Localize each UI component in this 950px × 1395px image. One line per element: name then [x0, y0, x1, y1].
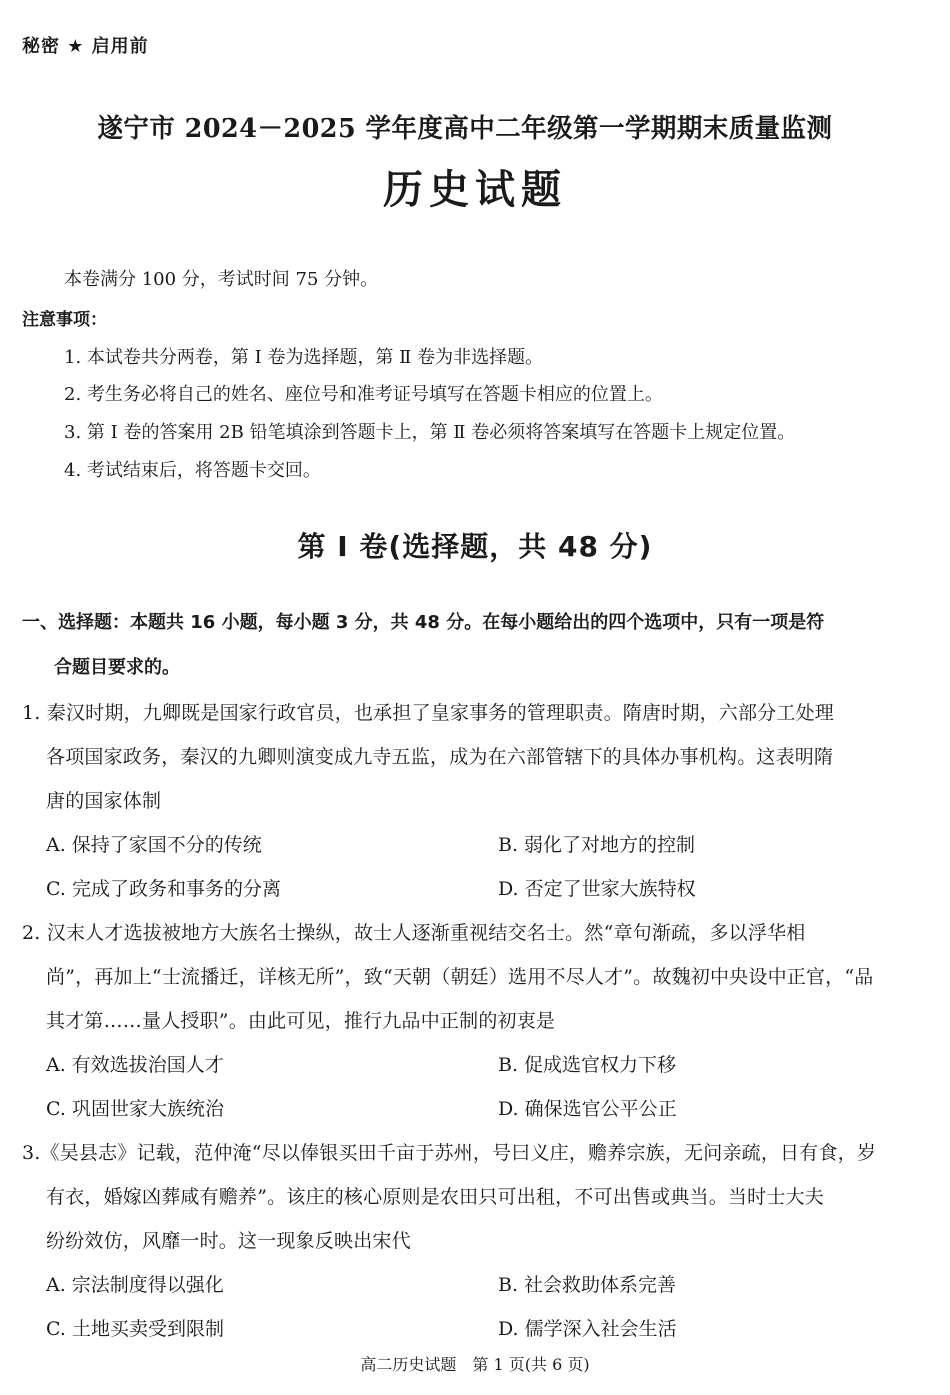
page-footer: 高二历史试题 第 1 页(共 6 页)	[360, 1355, 590, 1374]
question-2-stem-cont: 其才第……量人授职”。由此可见，推行九品中正制的初衷是	[46, 1010, 556, 1032]
question-2-stem-cont: 尚”，再加上“士流播迁，详核无所”，致“天朝（朝廷）选用不尽人才”。故魏初中央设中正官，“品	[46, 966, 874, 988]
question-2-option-d: D. 确保选官公平公正	[498, 1098, 677, 1120]
question-1-stem-cont: 唐的国家体制	[46, 790, 162, 812]
exam-title: 遂宁市 2024－2025 学年度高中二年级第一学期期末质量监测	[97, 114, 833, 144]
question-1-stem-cont: 各项国家政务，秦汉的九卿则演变成九寺五监，成为在六部管辖下的具体办事机构。这表明隋	[46, 746, 834, 768]
secret-mark: 秘密 ★ 启用前	[22, 36, 149, 57]
section-heading: 一、选择题：本题共 16 小题，每小题 3 分，共 48 分。在每小题给出的四个选项中，只有一项是符	[22, 612, 825, 633]
intro-text: 本卷满分 100 分，考试时间 75 分钟。	[64, 269, 379, 290]
question-1-option-d: D. 否定了世家大族特权	[498, 878, 696, 900]
question-1-option-a: A. 保持了家国不分的传统	[46, 834, 262, 856]
question-1-option-c: C. 完成了政务和事务的分离	[46, 878, 281, 900]
question-2-option-c: C. 巩固世家大族统治	[46, 1098, 224, 1120]
notice-item: 2. 考生务必将自己的姓名、座位号和准考证号填写在答题卡相应的位置上。	[64, 384, 663, 405]
notice-item: 3. 第 Ⅰ 卷的答案用 2B 铅笔填涂到答题卡上，第 Ⅱ 卷必须将答案填写在答题卡上规定位置。	[64, 422, 796, 443]
question-3-stem: 3.《吴县志》记载，范仲淹“尽以俸银买田千亩于苏州，号曰义庄，赡养宗族，无问亲疏，日有食，岁	[22, 1142, 877, 1164]
question-2-option-b: B. 促成选官权力下移	[498, 1054, 677, 1076]
notice-item: 4. 考试结束后，将答题卡交回。	[64, 460, 321, 481]
question-1-stem: 1. 秦汉时期，九卿既是国家行政官员，也承担了皇家事务的管理职责。隋唐时期，六部分工处理	[22, 702, 834, 724]
question-3-stem-cont: 有衣，婚嫁凶葬咸有赡养”。该庄的核心原则是农田只可出租，不可出售或典当。当时士大夫	[46, 1186, 824, 1208]
question-1-option-b: B. 弱化了对地方的控制	[498, 834, 696, 856]
question-3-option-c: C. 土地买卖受到限制	[46, 1318, 224, 1340]
section-heading-cont: 合题目要求的。	[54, 657, 180, 678]
question-3-stem-cont: 纷纷效仿，风靡一时。这一现象反映出宋代	[46, 1230, 411, 1252]
notice-item: 1. 本试卷共分两卷，第 Ⅰ 卷为选择题，第 Ⅱ 卷为非选择题。	[64, 347, 544, 368]
notice-heading: 注意事项：	[22, 310, 107, 330]
subject-title: 历史试题	[383, 167, 567, 213]
question-2-option-a: A. 有效选拔治国人才	[46, 1054, 224, 1076]
part1-title: 第 Ⅰ 卷(选择题，共 48 分)	[297, 530, 653, 563]
question-3-option-b: B. 社会救助体系完善	[498, 1274, 677, 1296]
question-3-option-a: A. 宗法制度得以强化	[46, 1274, 224, 1296]
question-3-option-d: D. 儒学深入社会生活	[498, 1318, 677, 1340]
question-2-stem: 2. 汉末人才选拔被地方大族名士操纵，故士人逐渐重视结交名士。然“章句渐疏，多以浮华相	[22, 922, 806, 944]
